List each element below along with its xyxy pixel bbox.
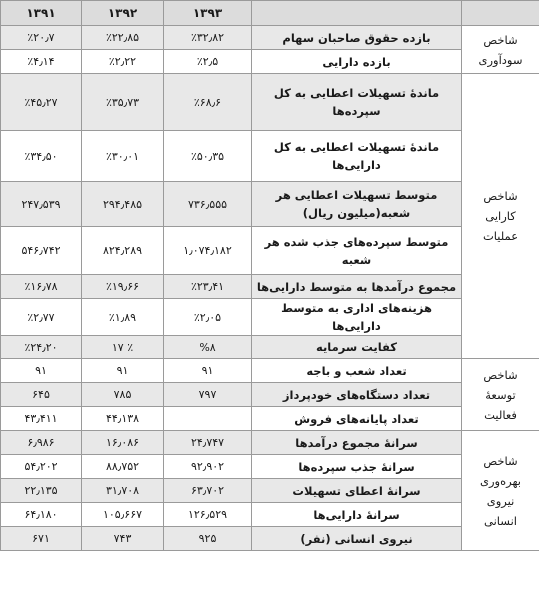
header-year-1392: ۱۳۹۲ [82, 1, 164, 26]
indicator-label: ماندهٔ تسهیلات اعطایی به کل دارایی‌ها [252, 131, 462, 182]
value-y1391: ۶۴٫۱۸۰ [1, 503, 82, 527]
indicator-label: تعداد پایانه‌های فروش [252, 407, 462, 431]
value-y1392: ۸۲۴٫۲۸۹ [82, 227, 164, 275]
indicator-label: متوسط سپرده‌های جذب شده هر شعبه [252, 227, 462, 275]
table-row [1, 26, 539, 50]
value-y1392: ۷۸۵ [82, 383, 164, 407]
table-row [1, 131, 539, 182]
value-y1393: ۱٫۰۷۴٫۱۸۲ [164, 227, 252, 275]
value-y1392: ۷۴۳ [82, 527, 164, 551]
header-row [1, 1, 539, 26]
value-y1391: ۶۴۵ [1, 383, 82, 407]
value-y1391: ۹۱ [1, 359, 82, 383]
value-y1393: ٪۲۳٫۴۱ [164, 275, 252, 299]
indicator-label: سرانهٔ جذب سپرده‌ها [252, 455, 462, 479]
value-y1392: ٪۱۹٫۶۶ [82, 275, 164, 299]
value-y1393 [164, 407, 252, 431]
table-row [1, 383, 539, 407]
value-y1392: ۸۸٫۷۵۲ [82, 455, 164, 479]
table-row [1, 74, 539, 131]
table-body [1, 26, 539, 551]
table-row [1, 336, 539, 359]
value-y1391: ۴۳٫۴۱۱ [1, 407, 82, 431]
header-year-1393: ۱۳۹۳ [164, 1, 252, 26]
indicator-label: مجموع درآمدها به متوسط دارایی‌ها [252, 275, 462, 299]
value-y1393: ۶۳٫۷۰۲ [164, 479, 252, 503]
value-y1391: ۶٫۹۸۶ [1, 431, 82, 455]
table-row [1, 527, 539, 551]
indicator-label: بازده حقوق صاحبان سهام [252, 26, 462, 50]
value-y1391: ٪۲۰٫۷ [1, 26, 82, 50]
value-y1393: ۷۹۷ [164, 383, 252, 407]
value-y1392: ۴۴٫۱۳۸ [82, 407, 164, 431]
indicator-label: کفایت سرمایه [252, 336, 462, 359]
indicator-label: تعداد دستگاه‌های خودپرداز [252, 383, 462, 407]
indicator-label: متوسط تسهیلات اعطایی هر شعبه(میلیون ریال) [252, 182, 462, 227]
value-y1393: ۹۲٫۹۰۲ [164, 455, 252, 479]
header-indicator [252, 1, 462, 26]
indicator-label: سرانهٔ اعطای تسهیلات [252, 479, 462, 503]
value-y1391: ٪۴۵٫۲۷ [1, 74, 82, 131]
value-y1392: ۱۰۵٫۶۶۷ [82, 503, 164, 527]
value-y1391: ٪۲۴٫۲۰ [1, 336, 82, 359]
value-y1391: ۲۴۷٫۵۳۹ [1, 182, 82, 227]
value-y1392: ٪۱٫۸۹ [82, 299, 164, 336]
value-y1392: ۱۶٫۰۸۶ [82, 431, 164, 455]
header-year-1391: ۱۳۹۱ [1, 1, 82, 26]
value-y1392: ٪۲۲٫۸۵ [82, 26, 164, 50]
value-y1393: ۲۴٫۷۴۷ [164, 431, 252, 455]
indicator-label: نیروی انسانی (نفر) [252, 527, 462, 551]
value-y1393: ۹۱ [164, 359, 252, 383]
value-y1392: ۲۹۴٫۴۸۵ [82, 182, 164, 227]
value-y1391: ٪۴٫۱۴ [1, 50, 82, 74]
indicator-label: هزینه‌های اداری به متوسط دارایی‌ها [252, 299, 462, 336]
value-y1393: ۱۲۶٫۵۲۹ [164, 503, 252, 527]
header-category [462, 1, 539, 26]
table-row [1, 455, 539, 479]
table-row [1, 227, 539, 275]
table-row [1, 407, 539, 431]
table-row [1, 479, 539, 503]
value-y1391: ۵۴٫۲۰۲ [1, 455, 82, 479]
table-row [1, 182, 539, 227]
indicator-label: سرانهٔ دارایی‌ها [252, 503, 462, 527]
value-y1391: ۶۷۱ [1, 527, 82, 551]
value-y1393: %۸ [164, 336, 252, 359]
indicator-label: سرانهٔ مجموع درآمدها [252, 431, 462, 455]
value-y1393: ٪۳۲٫۸۲ [164, 26, 252, 50]
table-row [1, 431, 539, 455]
value-y1393: ۷۳۶٫۵۵۵ [164, 182, 252, 227]
value-y1392: ۹۱ [82, 359, 164, 383]
value-y1393: ٪۲٫۵ [164, 50, 252, 74]
table-row [1, 275, 539, 299]
value-y1391: ۵۴۶٫۷۴۲ [1, 227, 82, 275]
table-row [1, 50, 539, 74]
value-y1391: ٪۱۶٫۷۸ [1, 275, 82, 299]
table-row [1, 359, 539, 383]
indicator-label: تعداد شعب و باجه [252, 359, 462, 383]
value-y1392: ٪۳۰٫۰۱ [82, 131, 164, 182]
value-y1391: ٪۲٫۷۷ [1, 299, 82, 336]
category-cell: شاخص سودآوری [462, 26, 539, 74]
value-y1392: ٪ ۱۷ [82, 336, 164, 359]
value-y1393: ٪۶۸٫۶ [164, 74, 252, 131]
value-y1391: ۲۲٫۱۳۵ [1, 479, 82, 503]
category-cell: شاخص توسعهٔ فعالیت [462, 359, 539, 431]
value-y1393: ۹۲۵ [164, 527, 252, 551]
table-row [1, 503, 539, 527]
indicator-label: ماندهٔ تسهیلات اعطایی به کل سپرده‌ها [252, 74, 462, 131]
table-row [1, 299, 539, 336]
indicator-label: بازده دارایی [252, 50, 462, 74]
value-y1393: ٪۲٫۰۵ [164, 299, 252, 336]
value-y1392: ٪۲٫۲۲ [82, 50, 164, 74]
value-y1392: ۳۱٫۷۰۸ [82, 479, 164, 503]
value-y1393: ٪۵۰٫۳۵ [164, 131, 252, 182]
value-y1392: ٪۳۵٫۷۳ [82, 74, 164, 131]
category-cell: شاخص کارایی عملیات [462, 74, 539, 359]
category-cell: شاخص بهره‌وری نیروی انسانی [462, 431, 539, 551]
value-y1391: ٪۳۴٫۵۰ [1, 131, 82, 182]
